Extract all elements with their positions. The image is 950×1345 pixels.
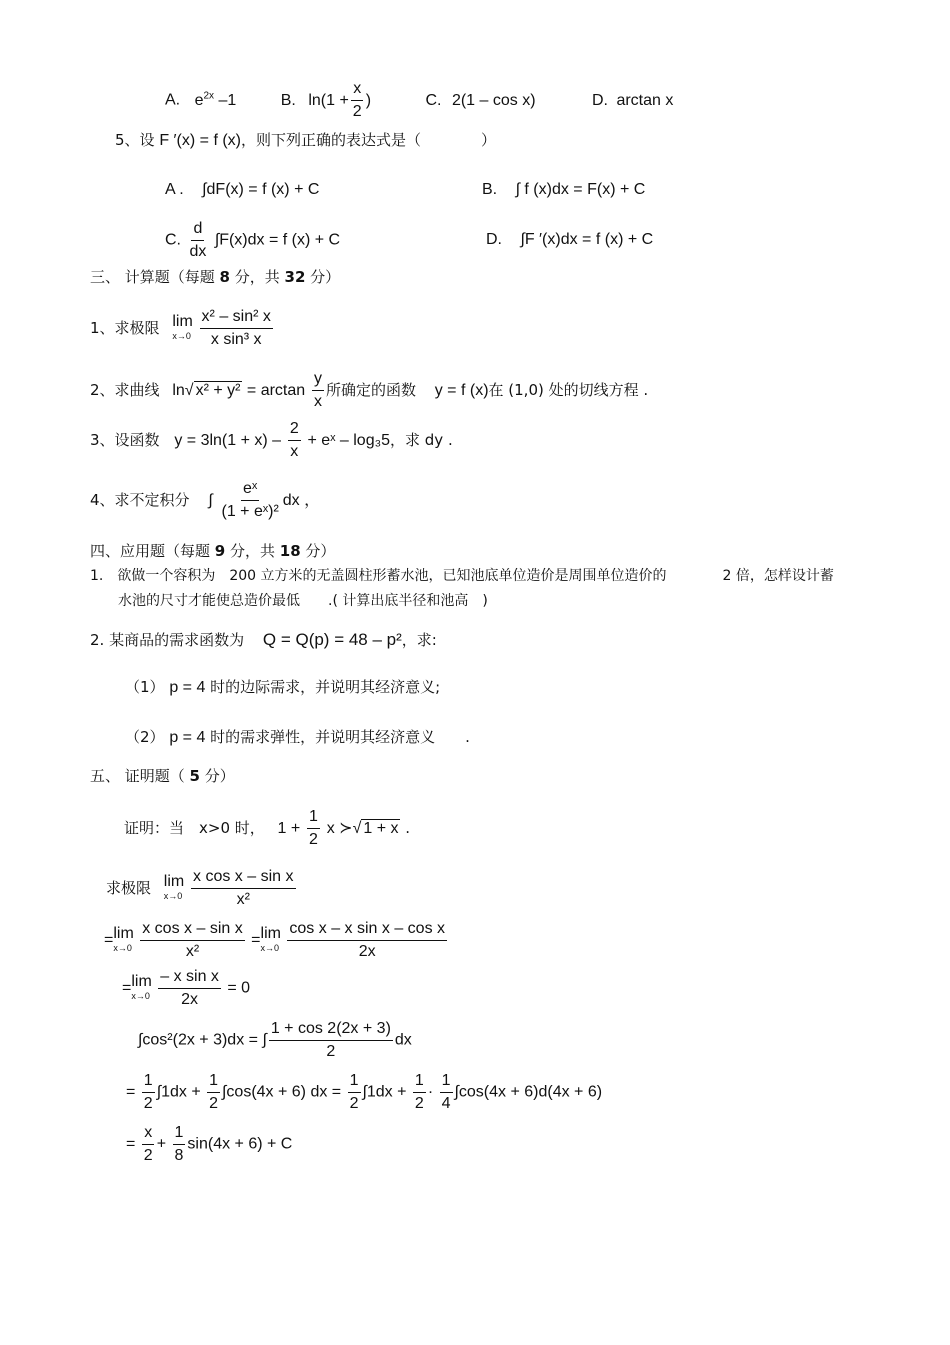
solution-1-line-2: = lim x→0 $\frac{\text{x cos x – sin x}}{\text{x²}}$ = lim x→0 $\frac{\text{cos x – x sin x – cos x}}{2x}$ [104, 920, 446, 960]
q4-option-d-label: D. [591, 91, 608, 109]
calc-1: 1、求极限 lim x→0 $\frac{\text{x² – sin² x}}{\text{x sin³ x}}$ [90, 308, 271, 348]
app-2-sub-2: （2） p = 4 时的需求弹性，并说明其经济意义 . [125, 728, 470, 746]
app-2: 2. 某商品的需求函数为 Q = Q(p) = 48 – p²，求: [90, 630, 437, 649]
q5-stem: 5、设 F ′(x) = f (x)，则下列正确的表达式是（ ） [115, 131, 496, 149]
section-5-heading: 五、 证明题（ 5 分） [90, 767, 235, 785]
calc-3: 3、设函数 y = 3ln(1 + x) – $\frac{2}{x}$ + eˣ – log₃5，求 dy . [90, 420, 453, 460]
solution-2-line-1: ∫cos²(2x + 3)dx = ∫ $\frac{1 + \cos 2(2x + 3)}{2}$ dx [138, 1020, 412, 1060]
q5-option-a: A . ∫dF(x) = f (x) + C [165, 181, 320, 198]
calc-4: 4、求不定积分 ∫ $\frac{\text{eˣ}}{\text{(1 + eˣ)²}}$ dx ， [90, 480, 321, 520]
section-3-heading: 三、 计算题（每题 8 分，共 32 分） [90, 268, 341, 286]
q5-option-b: B. ∫ f (x)dx = F(x) + C [482, 181, 646, 198]
calc-2: 2、求曲线 ln√ x² + y² = arctan $\frac{y}{x}$ 所确定的函数 y = f (x)在 (1,0) 处的切线方程 . [90, 370, 649, 410]
solution-2-line-3: = $\frac{x}{2}$ + $\frac{1}{8}$ sin(4x + 6) + C [126, 1124, 293, 1164]
proof-statement: 证明：当 x>0 时， 1 + $\frac{1}{2}$ x ≻√ 1 + x . [124, 808, 411, 848]
q4-option-c-expr: 2(1 – cos x) [451, 91, 536, 109]
q4-option-c-label: C. [425, 91, 442, 109]
solution-1-line-3: = lim x→0 $\frac{\text{– x sin x}}{2x}$ = 0 [122, 968, 251, 1008]
app-2-sub-1: （1） p = 4 时的边际需求，并说明其经济意义; [125, 678, 441, 696]
section-4-heading: 四、应用题（每题 9 分，共 18 分） [90, 542, 336, 560]
q4-option-b-label: B. [280, 91, 296, 109]
q4-options [165, 78, 673, 123]
q5-option-c: C. $\frac{d}{dx}$ ∫F(x)dx = f (x) + C [165, 220, 341, 260]
q4-option-a-expr: $e^{2x}$ –1 [194, 90, 237, 109]
app-1-line-2: 水池的尺寸才能使总造价最低 .( 计算出底半径和池高 ) [118, 593, 488, 609]
app-1-line-1: 1. 欲做一个容积为 200 立方米的无盖圆柱形蓄水池，已知池底单位造价是周围单位造价的 2 倍，怎样设计蓄 [90, 568, 834, 584]
solution-1-line-1: 求极限 lim x→0 $\frac{\text{x cos x – sin x}}{\text{x²}}$ [106, 868, 294, 908]
q4-option-a-label: A. [165, 91, 181, 109]
q5-option-d: D. ∫F ′(x)dx = f (x) + C [486, 231, 654, 248]
q4-option-d-expr: arctan x [616, 91, 674, 109]
solution-2-line-2: = $\frac{1}{2}$ ∫1dx + $\frac{1}{2}$ ∫cos(4x + 6) dx = $\frac{1}{2}$ ∫1dx + $\frac{1}{2}$ · $\frac{1}{4}$ ∫cos(4x + 6)d(4x + 6) [126, 1072, 603, 1112]
q4-option-b-expr: ln(1 + $\frac{x}{2}$ ) [308, 80, 372, 120]
